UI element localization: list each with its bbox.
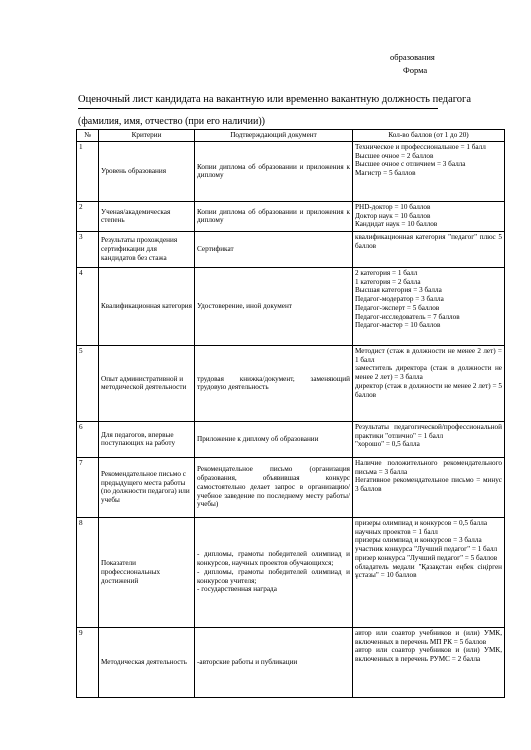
table-body <box>77 141 505 697</box>
title-underline <box>78 108 438 109</box>
header-criteria: Критерии <box>99 130 195 142</box>
points-line: Кандидат наук = 10 баллов <box>355 220 438 229</box>
points-cell <box>353 457 505 517</box>
points-line: PHD-доктор = 10 баллов <box>355 202 431 211</box>
document-line: Удостоверение, иной документ <box>197 301 292 310</box>
document-line: трудовая книжка/документ, заменяющий трудовую деятельность <box>197 374 350 392</box>
document-line: - государственная награда <box>197 585 277 594</box>
criteria-cell: Результаты прохождения сертификации для кандидатов без стажа <box>99 231 195 267</box>
document-cell <box>195 141 353 201</box>
row-number: 8 <box>77 517 99 627</box>
points-cell <box>353 201 505 231</box>
document-cell <box>195 201 353 231</box>
document-line: Копии диплома об образовании и приложения к диплому <box>197 207 350 225</box>
points-cell <box>353 517 505 627</box>
table-row <box>77 231 505 267</box>
row-number: 2 <box>77 201 99 231</box>
points-line: призеры олимпиад и конкурсов = 3 балла <box>355 536 482 545</box>
document-cell <box>195 457 353 517</box>
document-line: Сертификат <box>197 244 234 253</box>
points-line: призер конкурса "Лучший педагог" = 5 баллов <box>355 553 498 562</box>
document-cell <box>195 231 353 267</box>
points-cell <box>353 421 505 457</box>
table-row <box>77 201 505 231</box>
points-line: Доктор наук = 10 баллов <box>355 211 431 220</box>
points-line: Высшая категория = 3 балла <box>355 286 442 295</box>
points-line: Педагог-эксперт = 5 баллов <box>355 303 440 312</box>
header-num: № <box>77 130 99 142</box>
points-line: Высшее очное = 2 баллов <box>355 151 434 160</box>
points-line: призеры олимпиад и конкурсов = 0,5 балла <box>355 518 488 527</box>
criteria-cell: Опыт административной и методической деятельности <box>99 345 195 421</box>
header-line-2: Форма <box>403 65 428 75</box>
points-cell <box>353 141 505 201</box>
points-line: 2 категория = 1 балл <box>355 268 418 277</box>
row-number: 1 <box>77 141 99 201</box>
table-header-row <box>77 130 505 142</box>
evaluation-table <box>76 129 505 698</box>
points-line: Результаты педагогической/профессиональной практики "отлично" = 1 балл <box>355 422 502 440</box>
header-document: Подтверждающий документ <box>195 130 353 142</box>
points-line: "хорошо" = 0,5 балла <box>355 440 420 449</box>
points-line: директор (стаж в должности не менее 2 лет) = 5 баллов <box>355 381 502 399</box>
points-line: 1 категория = 2 балла <box>355 277 421 286</box>
document-line: - дипломы, грамоты победителей олимпиад и конкурсов учителя; <box>197 567 350 585</box>
points-line: автор или соавтор учебников и (или) УМК, включенных в перечень МП РК = 5 баллов <box>355 628 502 646</box>
name-caption: (фамилия, имя, отчество (при его наличии)) <box>78 116 266 127</box>
criteria-cell: Уровень образования <box>99 141 195 201</box>
points-line: автор или соавтор учебников и (или) УМК, включенных в перечень РУМС = 2 балла <box>355 646 502 664</box>
table-row <box>77 141 505 201</box>
points-line: Педагог-модератор = 3 балла <box>355 295 444 304</box>
table-row <box>77 457 505 517</box>
header-line-1: образования <box>390 52 435 62</box>
criteria-cell: Для педагогов, впервые поступающих на работу <box>99 421 195 457</box>
points-line: Магистр = 5 баллов <box>355 169 416 178</box>
points-cell <box>353 627 505 697</box>
document-cell <box>195 345 353 421</box>
document-cell <box>195 421 353 457</box>
criteria-cell: Квалификационная категория <box>99 267 195 345</box>
points-line: Методист (стаж в должности не менее 2 лет) = 1 балл <box>355 346 502 364</box>
row-number: 3 <box>77 231 99 267</box>
row-number: 6 <box>77 421 99 457</box>
document-line: Приложение к диплому об образовании <box>197 434 319 443</box>
points-line: научных проектов = 1 балл <box>355 527 438 536</box>
points-line: обладатель медали "Қазақстан еңбек сіңірген ұстазы" = 10 баллов <box>355 562 502 580</box>
document-line: Копии диплома об образовании и приложения к диплому <box>197 162 350 180</box>
table-row <box>77 345 505 421</box>
document-line: -авторские работы и публикации <box>197 657 298 666</box>
document-cell <box>195 517 353 627</box>
points-line: квалификационная категория "педагог" плюс 5 баллов <box>355 232 502 250</box>
document-line: - дипломы, грамоты победителей олимпиад и конкурсов, научных проектов обучающихся; <box>197 550 350 568</box>
row-number: 7 <box>77 457 99 517</box>
criteria-cell: Ученая/академическая степень <box>99 201 195 231</box>
points-cell <box>353 345 505 421</box>
document-cell <box>195 627 353 697</box>
points-line: Высшее очное с отличием = 3 балла <box>355 160 466 169</box>
points-line: Негативное рекомендательное письмо = минус 3 баллов <box>355 476 502 494</box>
points-line: участник конкурса "Лучший педагог" = 1 балл <box>355 545 498 554</box>
row-number: 9 <box>77 627 99 697</box>
points-line: Педагог-исследователь = 7 баллов <box>355 312 460 321</box>
points-cell <box>353 231 505 267</box>
document-title: Оценочный лист кандидата на вакантную или временно вакантную должность педагога <box>78 94 472 105</box>
points-line: Педагог-мастер = 10 баллов <box>355 321 441 330</box>
table-row <box>77 267 505 345</box>
criteria-cell: Показатели профессиональных достижений <box>99 517 195 627</box>
points-cell <box>353 267 505 345</box>
row-number: 4 <box>77 267 99 345</box>
table-row <box>77 517 505 627</box>
points-line: Наличие положительного рекомендательного письма = 3 балла <box>355 458 502 476</box>
document-line: Рекомендательное письмо (организация образования, объявившая конкурс самостоятельно делает запрос в организацию/учебное заведение по последнему месту работы/учебы) <box>197 465 350 509</box>
points-line: Техническое и профессиональное = 1 балл <box>355 142 486 151</box>
document-cell <box>195 267 353 345</box>
header-points: Кол-во баллов (от 1 до 20) <box>353 130 505 142</box>
criteria-cell: Рекомендательное письмо с предыдущего места работы (по должности педагога) или учебы <box>99 457 195 517</box>
table-row <box>77 421 505 457</box>
criteria-cell: Методическая деятельность <box>99 627 195 697</box>
table-row <box>77 627 505 697</box>
points-line: заместитель директора (стаж в должности не менее 2 лет) = 3 балла <box>355 364 502 382</box>
row-number: 5 <box>77 345 99 421</box>
